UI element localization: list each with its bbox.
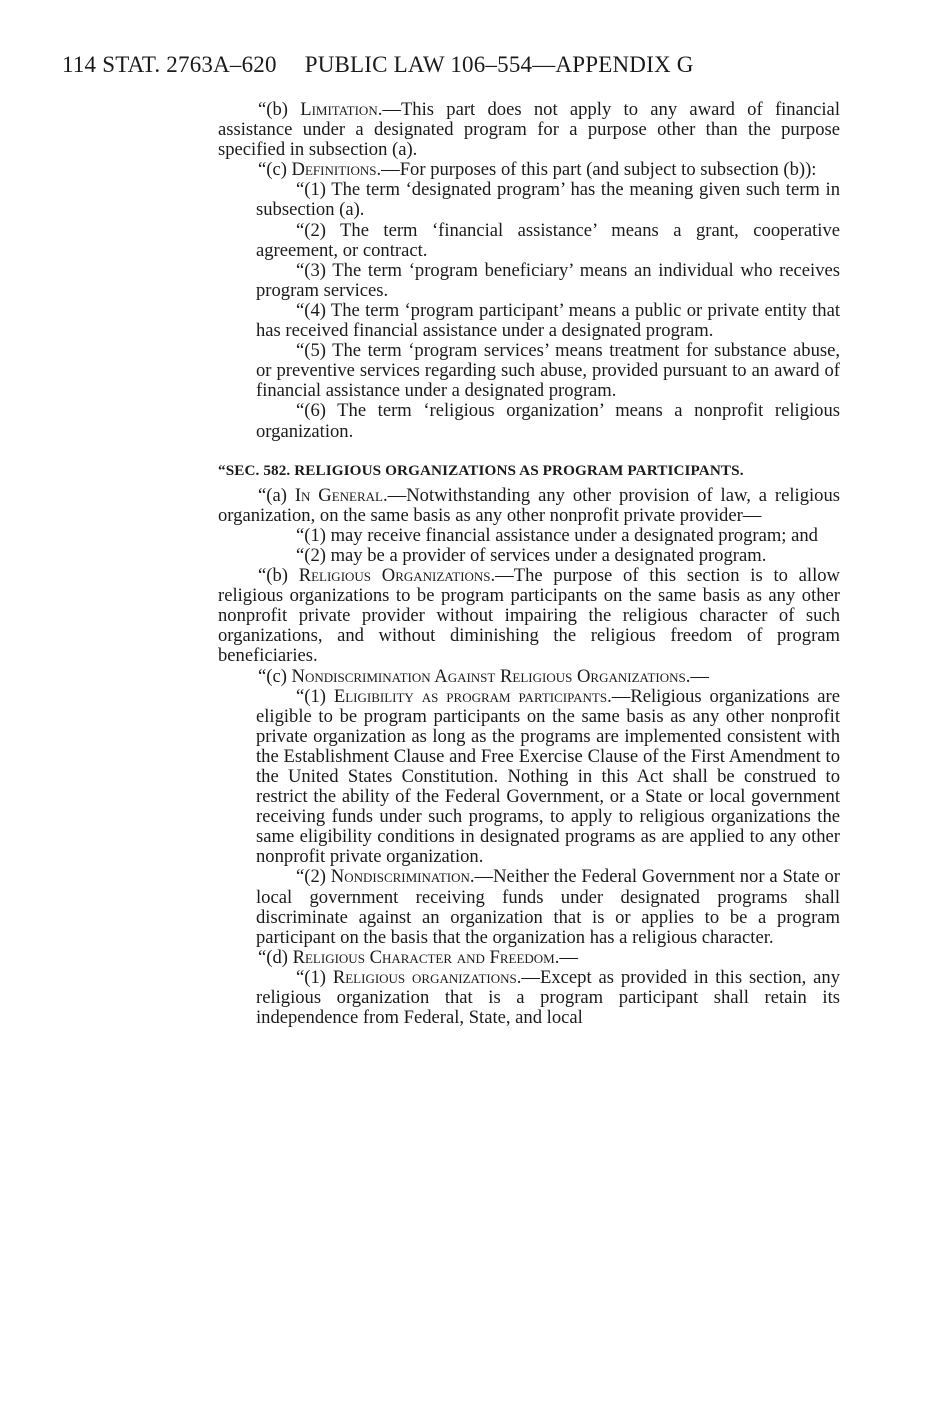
caption-religious-organizations: Religious Organizations	[298, 565, 491, 587]
caption-nondiscrimination-against: Nondiscrimination Against Religious Organizations	[291, 665, 686, 687]
paragraph-c-definitions: “(c) Definitions.—For purposes of this part (and subject to subsection (b)):	[258, 159, 817, 181]
paragraph-a-general: “(a) In General.—Notwithstanding any other provision of law, a religious organization, on the same basis as any other nonprofit private provider—	[218, 484, 840, 526]
paragraph-d-religious-character: “(d) Religious Character and Freedom.—	[258, 946, 578, 968]
definition-4: “(4) The term ‘program participant’ means a public or private entity that has received financial assistance under a designated program.	[256, 299, 840, 342]
paragraph-b-religious-organizations: “(b) Religious Organizations.—The purpose of this section is to allow religious organizations to be program participants on the same basis as any other nonprofit private provider without impairing the religious character of such organizations, and without diminishing the religious freedom of program beneficiaries.	[218, 565, 840, 667]
definition-3: “(3) The term ‘program beneficiary’ means an individual who receives program services.	[256, 259, 840, 301]
paragraph-c-1: “(1) Eligibility as program participants.—Religious organizations are eligible to be program participants on the same basis as any other nonprofit private organization as long as the programs are implemented consistent with the Establishment Clause and Free Exercise Clause of the First Amendment to the United States Constitution. Nothing in this Act shall be construed to restrict the ability of the Federal Government, or a State or local government receiving funds under such programs, to apply to religious organizations the same eligibility conditions in designated programs as are applied to any other nonprofit private organization.	[256, 685, 840, 868]
statute-citation: 114 STAT. 2763A–620	[62, 52, 277, 77]
paragraph-a-1: “(1) may receive financial assistance under a designated program; and	[296, 524, 818, 546]
caption-in-general: In General	[294, 484, 384, 506]
caption-eligibility: Eligibility as program participants	[333, 685, 608, 707]
definition-5: “(5) The term ‘program services’ means treatment for substance abuse, or preventive services regarding such abuse, provided pursuant to an award of financial assistance under a designated program.	[256, 340, 840, 402]
paragraph-c-nondiscrimination: “(c) Nondiscrimination Against Religious Organizations.—	[258, 665, 709, 687]
paragraph-c-2: “(2) Nondiscrimination.—Neither the Federal Government nor a State or local government receiving funds under designated programs shall discriminate against an organization that is or applies to be a program participant on the basis that the organization has a religious character.	[256, 866, 840, 948]
law-title: PUBLIC LAW 106–554—APPENDIX G	[304, 52, 694, 77]
definition-2: “(2) The term ‘financial assistance’ means a grant, cooperative agreement, or contract.	[256, 219, 840, 261]
paragraph-d-1: “(1) Religious organizations.—Except as provided in this section, any religious organization that is a program participant shall retain its independence from Federal, State, and local	[256, 966, 840, 1029]
definition-6: “(6) The term ‘religious organization’ means a nonprofit religious organization.	[256, 400, 840, 442]
caption-definitions: Definitions	[291, 159, 377, 181]
caption-limitation: Limitation	[300, 99, 378, 120]
definition-1: “(1) The term ‘designated program’ has the meaning given such term in subsection (a).	[256, 179, 840, 221]
section-heading: “SEC. 582. RELIGIOUS ORGANIZATIONS AS PROGRAM PARTICIPANTS.	[218, 461, 744, 479]
caption-nondiscrimination: Nondiscrimination	[330, 866, 470, 888]
paragraph-a-2: “(2) may be a provider of services under a designated program.	[296, 544, 767, 566]
body-text	[218, 100, 840, 1028]
caption-religious-character: Religious Character and Freedom	[292, 946, 555, 968]
paragraph-b-limitation: “(b) Limitation.—This part does not apply to any award of financial assistance under a designated program for a purpose other than the purpose specified in subsection (a).	[218, 99, 840, 161]
page-header	[62, 52, 694, 78]
caption-religious-organizations-d1: Religious organizations	[332, 966, 517, 988]
